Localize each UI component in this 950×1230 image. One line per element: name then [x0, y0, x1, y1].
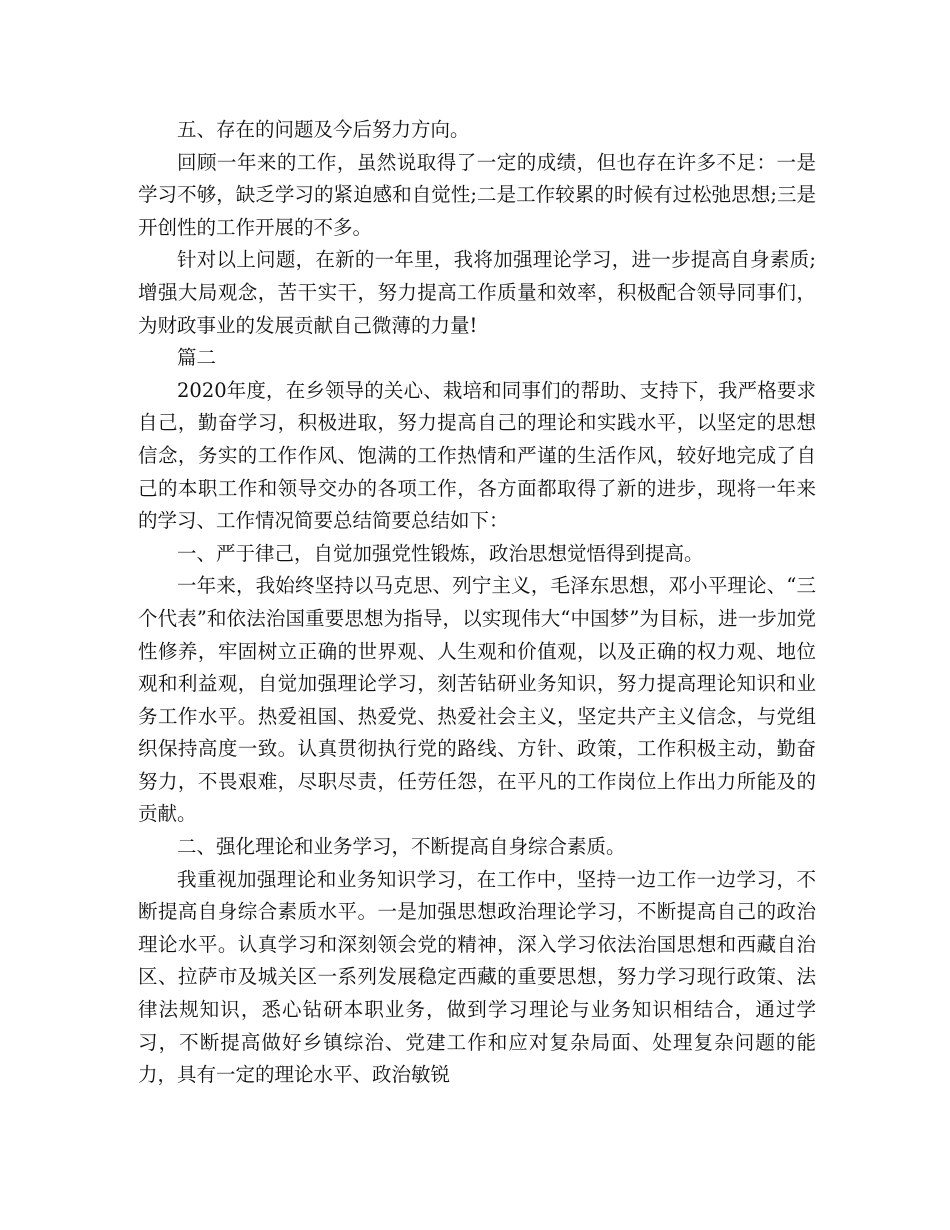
paragraph-annual-overview: 2020年度，在乡领导的关心、栽培和同事们的帮助、支持下，我严格要求自己，勤奋学习，积极进取，努力提高自己的理论和实践水平，以坚定的思想信念，务实的工作作风、饱满的工作热情和严谨的生活作风，较好地完成了自己的本职工作和领导交办的各项工作，各方面都取得了新的进步，现将一年来的学习、工作情况简要总结简要总结如下： [138, 378, 816, 533]
paragraph-business-study: 我重视加强理论和业务知识学习，在工作中，坚持一边工作一边学习，不断提高自身综合素质水平。一是加强思想政治理论学习，不断提高自己的政治理论水平。认真学习和深刻领会党的精神，深入学习依法治国思想和西藏自治区、拉萨市及城关区一系列发展稳定西藏的重要思想，努力学习现行政策、法律法规知识，悉心钻研本职业务，做到学习理论与业务知识相结合，通过学习，不断提高做好乡镇综治、党建工作和应对复杂局面、处理复杂问题的能力，具有一定的理论水平、政治敏锐 [138, 867, 816, 1087]
paragraph-section-one-heading: 一、严于律己，自觉加强党性锻炼，政治思想觉悟得到提高。 [177, 541, 704, 565]
document-body [138, 114, 816, 1092]
paragraph-section-two-heading: 二、强化理论和业务学习，不断提高自身综合素质。 [177, 835, 626, 859]
paragraph-shortcomings: 回顾一年来的工作，虽然说取得了一定的成绩，但也存在许多不足：一是学习不够，缺乏学习的紧迫感和自觉性;二是工作较累的时候有过松弛思想;三是开创性的工作开展的不多。 [138, 150, 816, 239]
paragraph-political-study: 一年来，我始终坚持以马克思、列宁主义，毛泽东思想，邓小平理论、“三个代表”和依法治国重要思想为指导，以实现伟大“中国梦”为目标，进一步加党性修养，牢固树立正确的世界观、人生观和价值观，以及正确的权力观、地位观和利益观，自觉加强理论学习，刻苦钻研业务知识，努力提高理论知识和业务工作水平。热爱祖国、热爱党、热爱社会主义，坚定共产主义信念，与党组织保持高度一致。认真贯彻执行党的路线、方针、政策，工作积极主动，勤奋努力，不畏艰难，尽职尽责，任劳任怨，在平凡的工作岗位上作出力所能及的贡献。 [138, 574, 816, 826]
paragraph-section-five-heading: 五、存在的问题及今后努力方向。 [177, 118, 470, 141]
paragraph-improvement-plan: 针对以上问题，在新的一年里，我将加强理论学习，进一步提高自身素质;增强大局观念，苦干实干，努力提高工作质量和效率，积极配合领导同事们，为财政事业的发展贡献自己微薄的力量! [138, 248, 816, 337]
paragraph-part-two-heading: 篇二 [177, 346, 217, 370]
